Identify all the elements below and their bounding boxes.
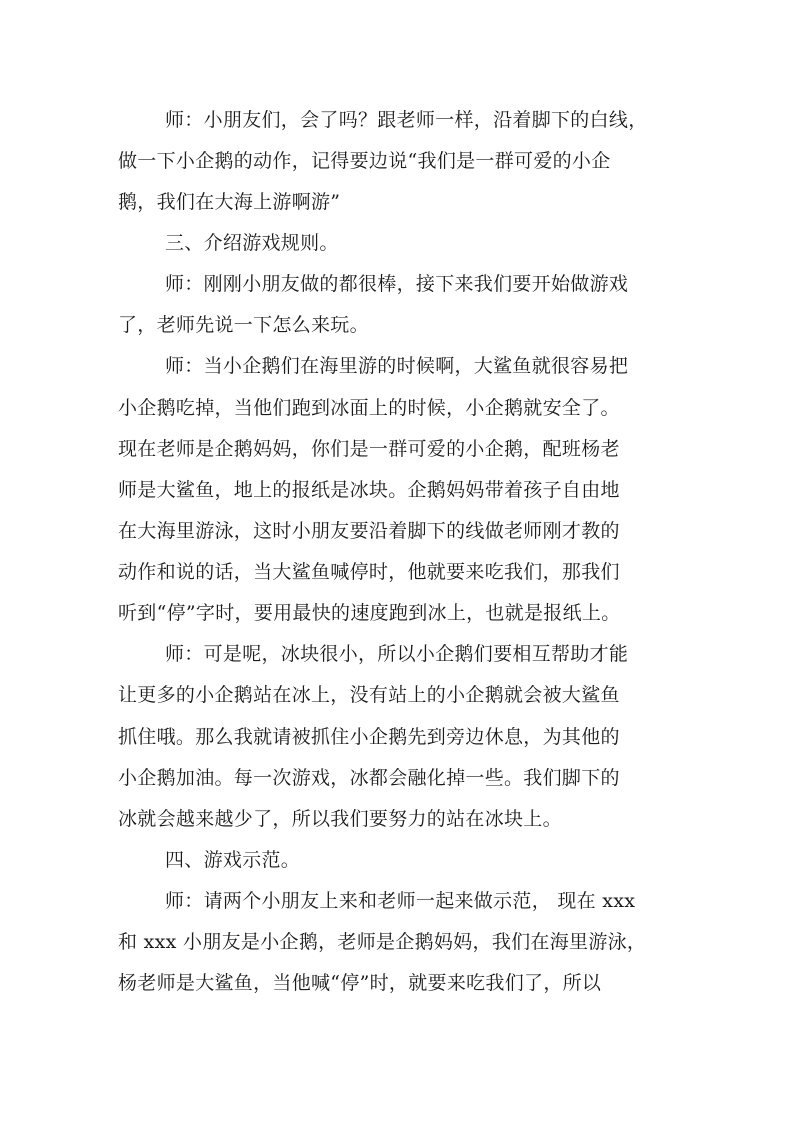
text-line: 师：可是呢，冰块很小，所以小企鹅们要相互帮助才能 <box>165 643 629 665</box>
section-heading: 四、游戏示范。 <box>165 849 301 871</box>
text-line: 师：小朋友们，会了吗？跟老师一样，沿着脚下的白线， <box>165 109 648 131</box>
text-line: 师：刚刚小朋友做的都很棒，接下来我们要开始做游戏 <box>165 273 629 295</box>
text-line: 和 xxx 小朋友是小企鹅，老师是企鹅妈妈，我们在海里游泳， <box>118 931 647 953</box>
text-line: 师：当小企鹅们在海里游的时候啊，大鲨鱼就很容易把 <box>165 355 629 377</box>
text-line: 抓住哦。那么我就请被抓住小企鹅先到旁边休息，为其他的 <box>118 726 620 748</box>
text-line: 了，老师先说一下怎么来玩。 <box>118 314 369 336</box>
text-line: 听到“停”字时，要用最快的速度跑到冰上，也就是报纸上。 <box>118 602 621 624</box>
text-line: 鹅，我们在大海上游啊游” <box>118 191 341 213</box>
text-line: 师：请两个小朋友上来和老师一起来做示范， 现在 xxx <box>165 890 636 912</box>
text-line: 冰就会越来越少了，所以我们要努力的站在冰块上。 <box>118 808 562 830</box>
text-line: 小企鹅加油。每一次游戏，冰都会融化掉一些。我们脚下的 <box>118 767 620 789</box>
text-line: 动作和说的话，当大鲨鱼喊停时，他就要来吃我们，那我们 <box>118 561 620 583</box>
text-line: 师是大鲨鱼，地上的报纸是冰块。企鹅妈妈带着孩子自由地 <box>118 479 620 501</box>
text-line: 小企鹅吃掉，当他们跑到冰面上的时候，小企鹅就安全了。 <box>118 397 620 419</box>
text-line: 现在老师是企鹅妈妈，你们是一群可爱的小企鹅，配班杨老 <box>118 438 620 460</box>
text-line: 在大海里游泳，这时小朋友要沿着脚下的线做老师刚才教的 <box>118 520 620 542</box>
text-line: 让更多的小企鹅站在冰上，没有站上的小企鹅就会被大鲨鱼 <box>118 684 620 706</box>
text-line: 做一下小企鹅的动作，记得要边说“我们是一群可爱的小企 <box>118 150 611 172</box>
text-line: 杨老师是大鲨鱼，当他喊“停”时，就要来吃我们了，所以 <box>118 972 602 994</box>
section-heading: 三、介绍游戏规则。 <box>165 232 339 254</box>
